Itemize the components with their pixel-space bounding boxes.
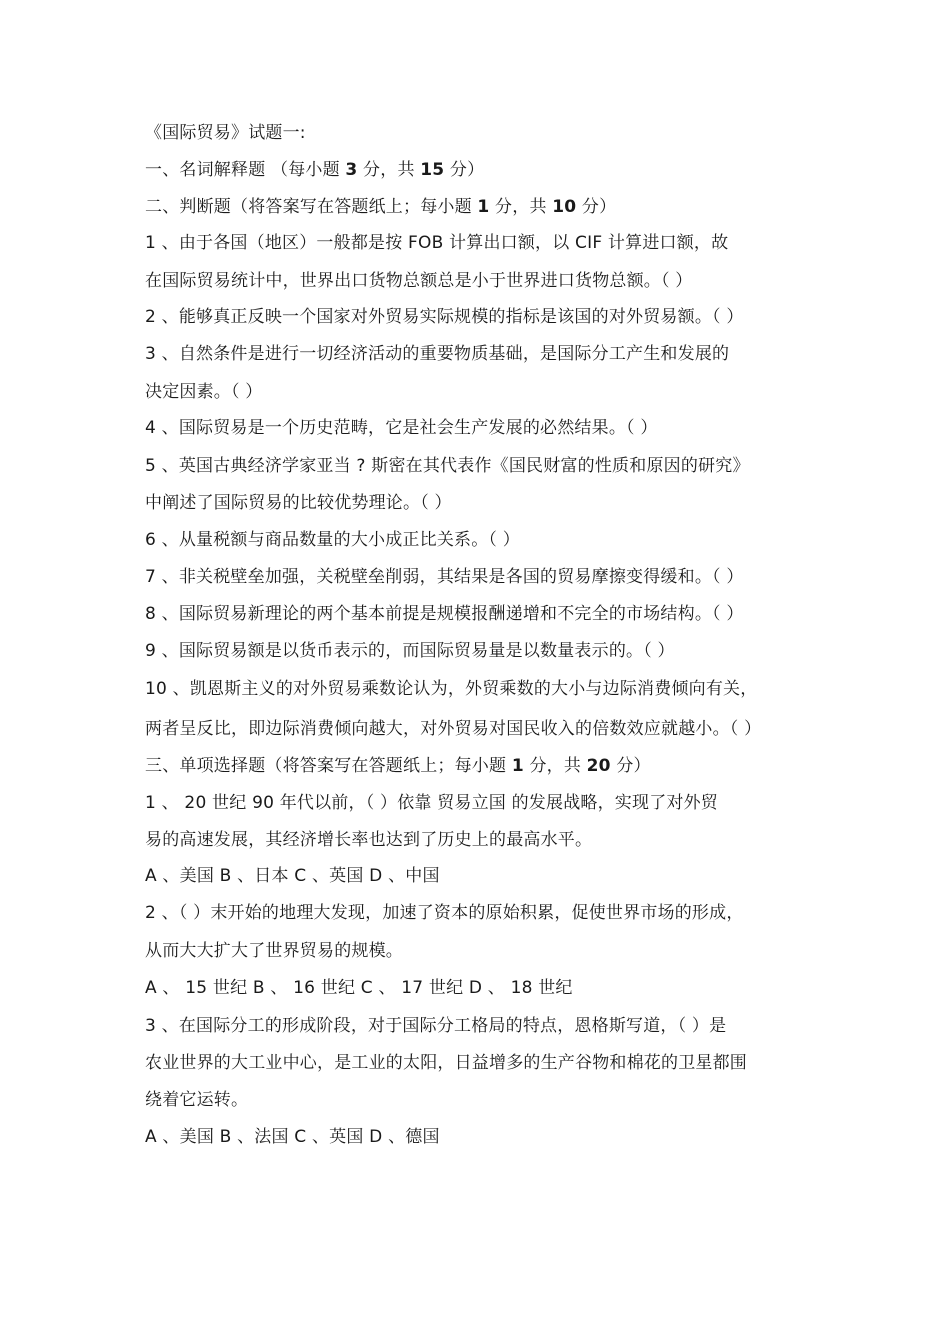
question-line: 两者呈反比，即边际消费倾向越大，对外贸易对国民收入的倍数效应就越小。（ ） <box>145 719 762 739</box>
question-line: 1 、由于各国（地区）一般都是按 FOB 计算出口额，以 CIF 计算进口额，故 <box>145 233 729 253</box>
answer-options: A 、 15 世纪 B 、 16 世纪 C 、 17 世纪 D 、 18 世纪 <box>145 978 573 998</box>
question-line: 在国际贸易统计中，世界出口货物总额总是小于世界进口货物总额。（ ） <box>145 271 693 291</box>
question-line: 3 、在国际分工的形成阶段，对于国际分工格局的特点，恩格斯写道，（ ）是 <box>145 1016 727 1036</box>
question-line: 绕着它运转。 <box>145 1090 249 1110</box>
question-line: 决定因素。（ ） <box>145 382 263 402</box>
answer-options: A 、美国 B 、法国 C 、英国 D 、德国 <box>145 1127 440 1147</box>
section-heading-terms: 一、名词解释题 （每小题 3 分，共 15 分） <box>145 160 485 180</box>
question-line: 4 、国际贸易是一个历史范畴，它是社会生产发展的必然结果。（ ） <box>145 418 658 438</box>
question-line: 从而大大扩大了世界贸易的规模。 <box>145 941 403 961</box>
question-line: 7 、非关税壁垒加强，关税壁垒削弱，其结果是各国的贸易摩擦变得缓和。（ ） <box>145 567 744 587</box>
question-line: 中阐述了国际贸易的比较优势理论。（ ） <box>145 493 452 513</box>
section-heading-multiple-choice: 三、单项选择题（将答案写在答题纸上；每小题 1 分，共 20 分） <box>145 756 651 776</box>
question-line: 10 、凯恩斯主义的对外贸易乘数论认为，外贸乘数的大小与边际消费倾向有关， <box>145 679 758 699</box>
question-line: 1 、 20 世纪 90 年代以前，（ ）依靠 贸易立国 的发展战略，实现了对外贸 <box>145 793 719 813</box>
section-heading-true-false: 二、判断题（将答案写在答题纸上；每小题 1 分，共 10 分） <box>145 197 617 217</box>
question-line: 3 、自然条件是进行一切经济活动的重要物质基础，是国际分工产生和发展的 <box>145 344 730 364</box>
question-line: 2 、能够真正反映一个国家对外贸易实际规模的指标是该国的对外贸易额。（ ） <box>145 307 744 327</box>
question-line: 6 、从量税额与商品数量的大小成正比关系。（ ） <box>145 530 520 550</box>
question-line: 9 、国际贸易额是以货币表示的，而国际贸易量是以数量表示的。（ ） <box>145 641 675 661</box>
document-title: 《国际贸易》试题一: <box>145 123 306 143</box>
answer-options: A 、美国 B 、日本 C 、英国 D 、中国 <box>145 866 440 886</box>
question-line: 2 、（ ）末开始的地理大发现，加速了资本的原始积累，促使世界市场的形成， <box>145 903 744 923</box>
question-line: 8 、国际贸易新理论的两个基本前提是规模报酬递增和不完全的市场结构。（ ） <box>145 604 744 624</box>
question-line: 农业世界的大工业中心，是工业的太阳，日益增多的生产谷物和棉花的卫星都围 <box>145 1053 747 1073</box>
question-line: 5 、英国古典经济学家亚当 ? 斯密在其代表作《国民财富的性质和原因的研究》 <box>145 456 750 476</box>
question-line: 易的高速发展，其经济增长率也达到了历史上的最高水平。 <box>145 830 593 850</box>
